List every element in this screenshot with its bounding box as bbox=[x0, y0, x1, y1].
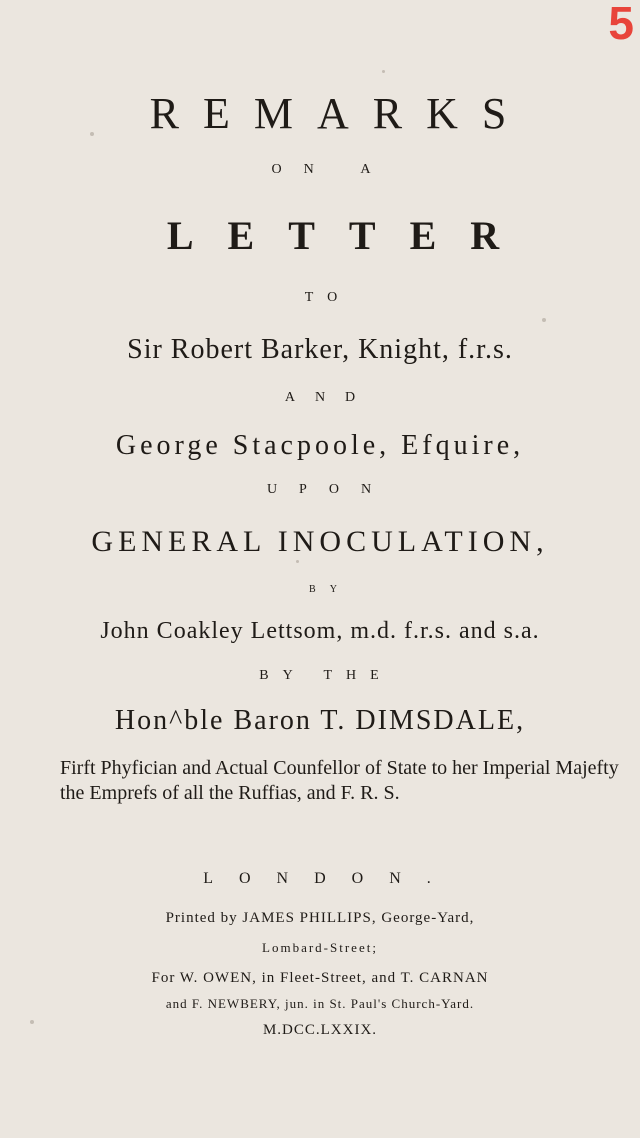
title-letter: LETTER bbox=[166, 213, 534, 258]
paper-speck bbox=[30, 1020, 34, 1024]
title-upon: UPON bbox=[266, 482, 394, 497]
dimsdale-description: Firft Phyfician and Actual Counfellor of State to her Imperial Majefty the Emprefs of all the Ruffias, and F. R. S. bbox=[60, 757, 619, 804]
recipient-stacpoole: George Stacpoole, Efquire, bbox=[115, 430, 525, 461]
paper-speck bbox=[296, 560, 299, 563]
title-to: TO bbox=[304, 290, 352, 305]
imprint-printer: Printed by JAMES PHILLIPS, George-Yard, bbox=[165, 910, 475, 926]
title-by: BY bbox=[309, 584, 351, 595]
imprint-london: LONDON. bbox=[203, 870, 457, 887]
recipient-barker: Sir Robert Barker, Knight, f.r.s. bbox=[127, 334, 513, 365]
imprint-lombard-street: Lombard-Street; bbox=[262, 940, 378, 955]
title-by-the: BY THE bbox=[259, 668, 393, 683]
imprint-date: M.DCC.LXXIX. bbox=[262, 1022, 378, 1038]
addressee-dimsdale: Hon^ble Baron T. DIMSDALE, bbox=[114, 705, 526, 736]
page-number-mark: 5 bbox=[608, 0, 634, 49]
paper-speck bbox=[542, 318, 546, 322]
title-and: AND bbox=[284, 390, 376, 405]
subject-general-inoculation: GENERAL INOCULATION, bbox=[91, 525, 549, 558]
paper-speck bbox=[382, 70, 385, 73]
imprint-publishers: For W. OWEN, in Fleet-Street, and T. CARNAN bbox=[151, 970, 489, 986]
imprint-newbery: and F. NEWBERY, jun. in St. Paul's Church-Yard. bbox=[165, 996, 475, 1011]
paper-speck bbox=[90, 132, 94, 136]
title-remarks: REMARKS bbox=[149, 89, 531, 138]
title-on-a: ON A bbox=[271, 162, 393, 177]
author-lettsom: John Coakley Lettsom, m.d. f.r.s. and s.a. bbox=[100, 618, 540, 644]
